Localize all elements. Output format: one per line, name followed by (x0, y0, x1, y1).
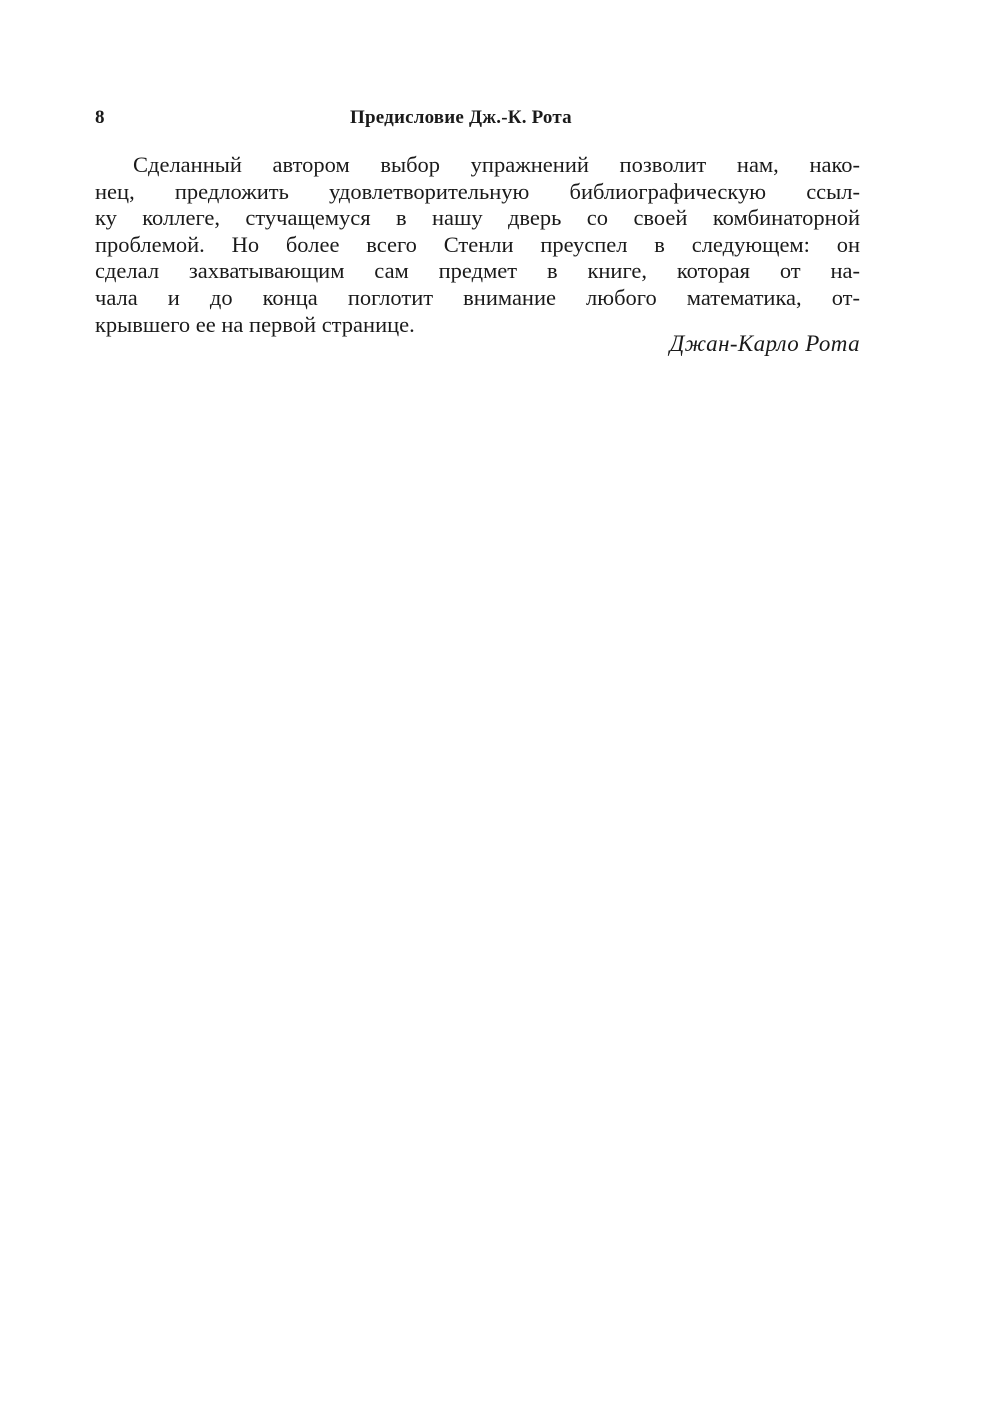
running-title: Предисловие Дж.-К. Рота (350, 107, 572, 128)
text-line: сделал захватывающим сам предмет в книге, которая от на- (95, 258, 860, 284)
text-line: Сделанный автором выбор упражнений позволит нам, нако- (133, 152, 860, 177)
running-head (95, 104, 860, 132)
author-signature: Джан-Карло Рота (669, 331, 860, 356)
text-line: ку коллеге, стучащемуся в нашу дверь со своей комбинаторной (95, 205, 860, 231)
text-line: крывшего ее на первой странице. (95, 311, 415, 337)
text-line: проблемой. Но более всего Стенли преуспел в следующем: он (95, 231, 860, 257)
text-line: чала и до конца поглотит внимание любого математика, от- (95, 284, 860, 310)
text-line: нец, предложить удовлетворительную библиографическую ссыл- (95, 178, 860, 204)
body-paragraph (95, 152, 860, 338)
page-number: 8 (95, 107, 105, 128)
